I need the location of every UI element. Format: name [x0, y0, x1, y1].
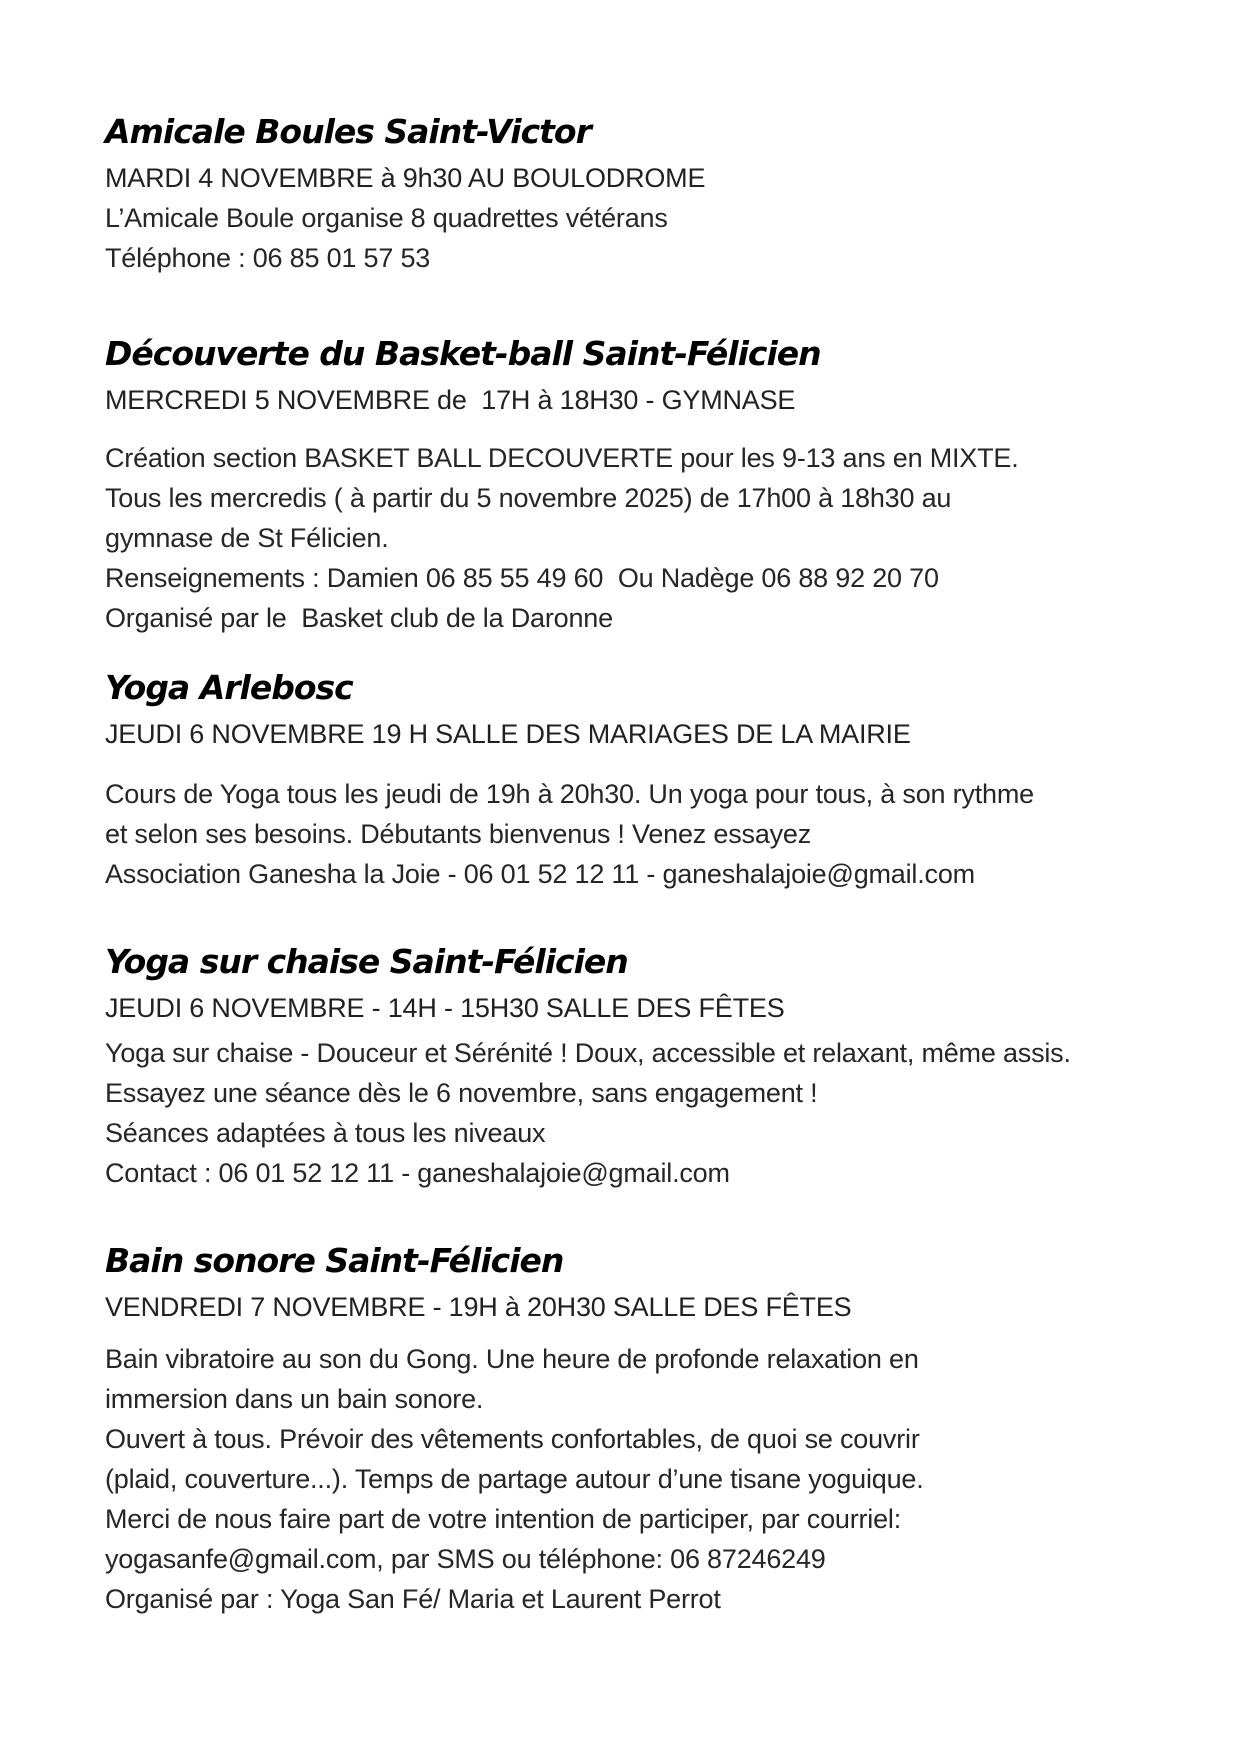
event-text-line: Tous les mercredis ( à partir du 5 novembre 2025) de 17h00 à 18h30 au — [105, 483, 952, 513]
event-contact-line: Association Ganesha la Joie - 06 01 52 12 11 - ganeshalajoie@gmail.com — [105, 859, 975, 889]
event-date-location: VENDREDI 7 NOVEMBRE - 19H à 20H30 SALLE DES FÊTES — [105, 1292, 852, 1322]
event-text-line: Merci de nous faire part de votre intention de participer, par courriel: — [105, 1504, 902, 1534]
event-description — [105, 774, 1201, 894]
event-section-yoga-arlebosc — [105, 668, 1201, 894]
event-section-bain-sonore — [105, 1241, 1201, 1619]
event-text-line: Cours de Yoga tous les jeudi de 19h à 20h30. Un yoga pour tous, à son rythme — [105, 779, 1034, 809]
event-description — [105, 198, 1201, 278]
event-title: Bain sonore Saint-Félicien — [105, 1241, 564, 1280]
event-contact-line: yogasanfe@gmail.com, par SMS ou téléphone: 06 87246249 — [105, 1544, 826, 1574]
event-organizer-line: Organisé par : Yoga San Fé/ Maria et Laurent Perrot — [105, 1584, 721, 1614]
event-text-line: Yoga sur chaise - Douceur et Sérénité ! Doux, accessible et relaxant, même assis. — [105, 1038, 1071, 1068]
event-text-line: Bain vibratoire au son du Gong. Une heure de profonde relaxation en — [105, 1344, 919, 1374]
event-title: Yoga Arlebosc — [105, 668, 353, 707]
event-date-location: JEUDI 6 NOVEMBRE 19 H SALLE DES MARIAGES DE LA MAIRIE — [105, 719, 911, 749]
event-text-line: immersion dans un bain sonore. — [105, 1384, 484, 1414]
event-text-line: et selon ses besoins. Débutants bienvenus ! Venez essayez — [105, 819, 812, 849]
event-description — [105, 1339, 1201, 1619]
event-phone-line: Téléphone : 06 85 01 57 53 — [105, 243, 431, 273]
event-text-line: gymnase de St Félicien. — [105, 523, 389, 553]
event-text-line: Ouvert à tous. Prévoir des vêtements confortables, de quoi se couvrir — [105, 1424, 920, 1454]
event-title: Découverte du Basket-ball Saint-Félicien — [105, 334, 821, 373]
event-phone-line: Renseignements : Damien 06 85 55 49 60 Ou Nadège 06 88 92 20 70 — [105, 563, 939, 593]
event-text-line: Essayez une séance dès le 6 novembre, sans engagement ! — [105, 1078, 818, 1108]
event-date-location: MARDI 4 NOVEMBRE à 9h30 AU BOULODROME — [105, 163, 706, 193]
event-section-amicale-boules — [105, 112, 1201, 278]
event-description — [105, 1033, 1201, 1193]
event-text-line: (plaid, couverture...). Temps de partage autour d’une tisane yoguique. — [105, 1464, 924, 1494]
event-title: Amicale Boules Saint-Victor — [105, 112, 591, 151]
event-date-location: MERCREDI 5 NOVEMBRE de 17H à 18H30 - GYMNASE — [105, 385, 796, 415]
event-title: Yoga sur chaise Saint-Félicien — [105, 942, 628, 981]
event-section-yoga-sur-chaise — [105, 942, 1201, 1193]
event-organizer-line: Organisé par le Basket club de la Daronne — [105, 603, 613, 633]
event-text-line: L’Amicale Boule organise 8 quadrettes vétérans — [105, 203, 668, 233]
event-date-location: JEUDI 6 NOVEMBRE - 14H - 15H30 SALLE DES FÊTES — [105, 993, 785, 1023]
event-text-line: Création section BASKET BALL DECOUVERTE pour les 9-13 ans en MIXTE. — [105, 443, 1019, 473]
event-description — [105, 438, 1201, 638]
event-section-basket-ball — [105, 334, 1201, 638]
event-text-line: Séances adaptées à tous les niveaux — [105, 1118, 546, 1148]
event-contact-line: Contact : 06 01 52 12 11 - ganeshalajoie@gmail.com — [105, 1158, 730, 1188]
